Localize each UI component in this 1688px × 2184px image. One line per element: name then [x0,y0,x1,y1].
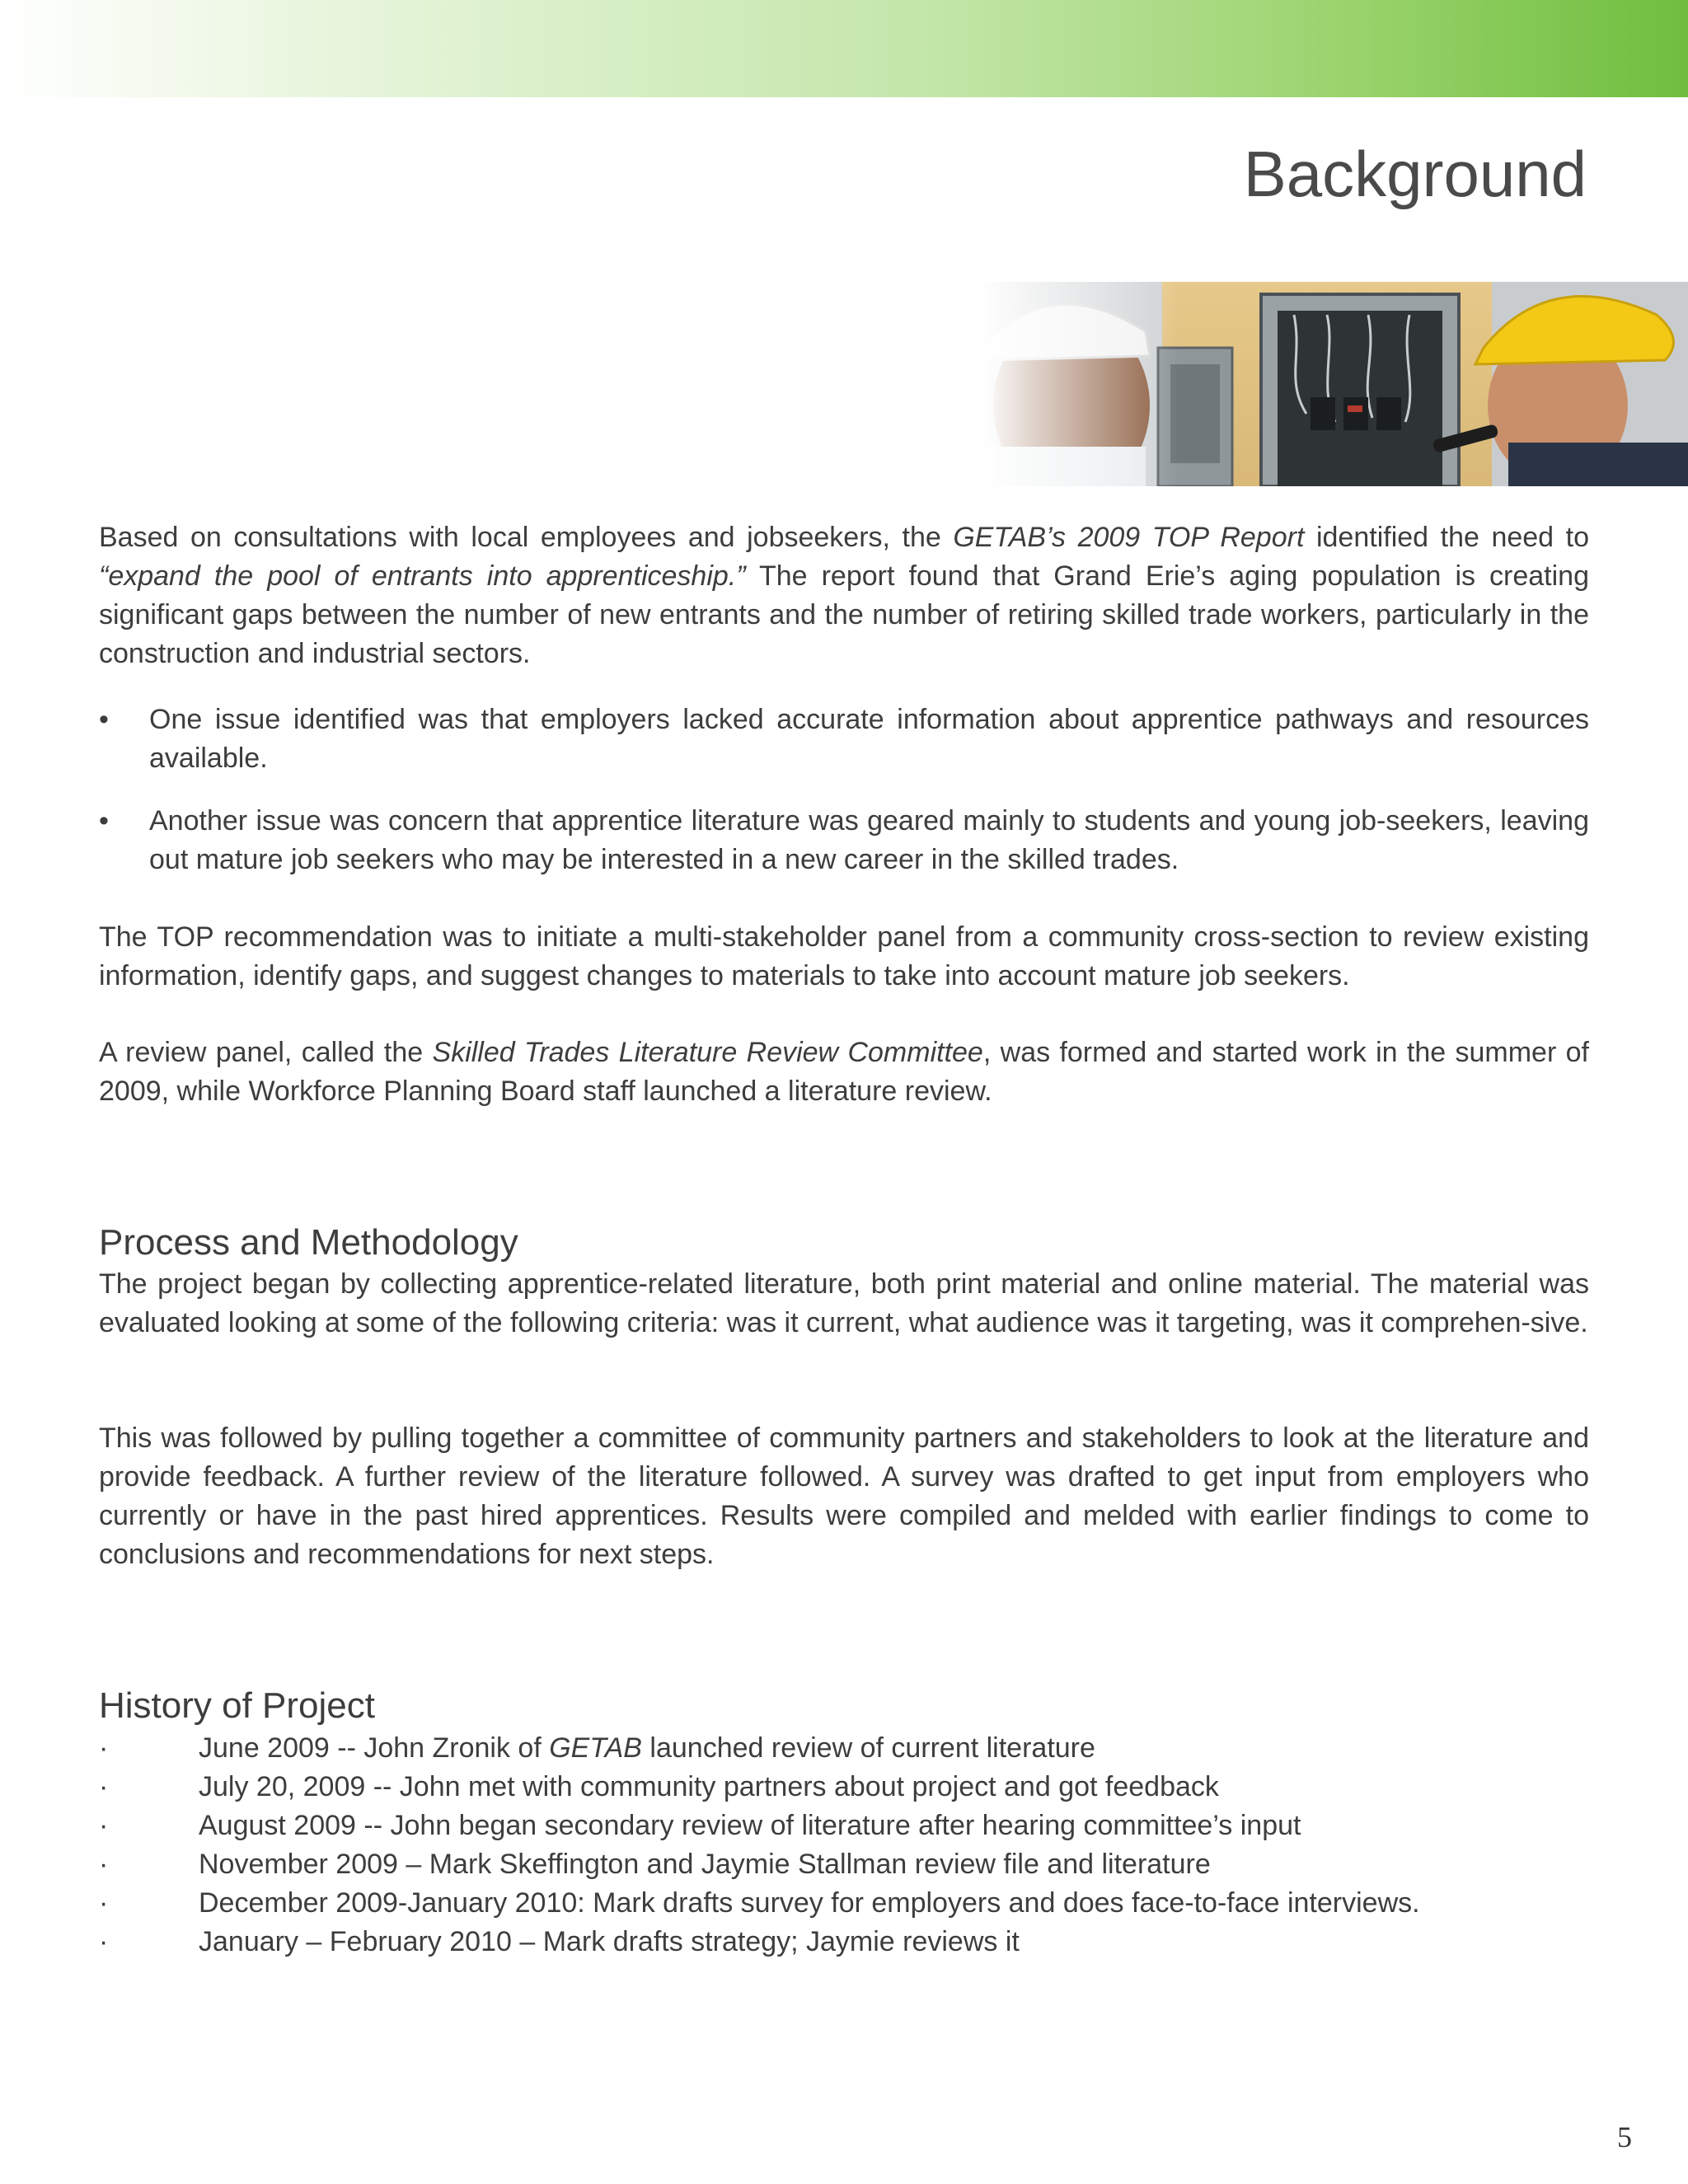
history-heading: History of Project [99,1685,375,1726]
page-title: Background [1243,138,1587,210]
bullet-text: Another issue was concern that apprentice literature was geared mainly to students and young job-seekers, leaving out mature job seekers who may be interested in a new career in the skilled trades. [149,805,1589,875]
list-item: • One issue identified was that employers lacked accurate information about apprentice pathways and resources available. [99,704,1589,774]
intro-text: The report found that Grand Erie’s aging population is creating significant gaps between the number of new entrants and the number of retiring skilled trade workers, particularly in the construction and industrial sectors. [99,560,1589,669]
issues-list [99,701,1589,879]
list-item: · November 2009 – Mark Skeffington and Jaymie Stallman review file and literature [99,1845,1500,1884]
process-text: This was followed by pulling together a committee of community partners and stakeholders to look at the literature and provide feedback. A further review of the literature followed. A survey was drafted to get input from employers who currently or have in the past hired apprentices. Results were compiled and melded with earlier findings to come to conclusions and recommendations for next steps. [99,1422,1589,1570]
process-paragraph-1 [99,1265,1589,1343]
organization-name: GETAB [549,1732,642,1764]
electricians-photo [981,282,1688,486]
committee-name: Skilled Trades Literature Review Committee [432,1037,983,1068]
bullet-text: One issue identified was that employers lacked accurate information about apprentice pathways and resources available. [149,704,1589,774]
header-gradient-band [0,0,1688,97]
list-item: · August 2009 -- John began secondary review of literature after hearing committee’s input [99,1807,1500,1845]
list-item: · January – February 2010 – Mark drafts strategy; Jaymie reviews it [99,1923,1500,1961]
report-title: GETAB’s 2009 TOP Report [953,522,1305,553]
recommendation-text: The TOP recommendation was to initiate a multi-stakeholder panel from a community cross-section to review existing information, identify gaps, and suggest changes to materials to take into account mature job seekers. [99,921,1589,991]
panel-text: A review panel, called the [99,1037,433,1068]
process-paragraph-2 [99,1419,1589,1574]
history-text: launched review of current literature [641,1732,1095,1764]
report-quote: “expand the pool of entrants into apprenticeship.” [99,560,746,592]
history-text: December 2009-January 2010: Mark drafts survey for employers and does face-to-face interviews. [199,1887,1420,1919]
panel-paragraph [99,1033,1589,1111]
history-text: July 20, 2009 -- John met with community partners about project and got feedback [199,1771,1219,1802]
list-item: · December 2009-January 2010: Mark drafts survey for employers and does face-to-face interviews. [99,1884,1500,1923]
intro-text: identified the need to [1304,522,1589,553]
history-list [99,1729,1500,1961]
history-text: June 2009 -- John Zronik of [199,1732,550,1764]
intro-text: Based on consultations with local employees and jobseekers, the [99,522,954,553]
history-text: August 2009 -- John began secondary review of literature after hearing committee’s input [199,1810,1301,1841]
panel-text: , was formed and started work in the summer of 2009, while Workforce Planning Board staff launched a literature review. [99,1037,1589,1107]
recommendation-paragraph [99,918,1589,996]
page-number: 5 [1617,2121,1632,2154]
list-item: · July 20, 2009 -- John met with community partners about project and got feedback [99,1768,1500,1807]
history-text: November 2009 – Mark Skeffington and Jaymie Stallman review file and literature [199,1849,1211,1880]
list-item: • Another issue was concern that apprentice literature was geared mainly to students and young job-seekers, leaving out mature job seekers who may be interested in a new career in the skilled trades. [99,805,1589,875]
process-text: The project began by collecting apprentice-related literature, both print material and online material. The material was evaluated looking at some of the following criteria: was it current, what audience was it targeting, was it comprehen-sive. [99,1268,1589,1338]
history-text: January – February 2010 – Mark drafts strategy; Jaymie reviews it [199,1926,1020,1957]
intro-paragraph [99,518,1589,673]
list-item: · June 2009 -- John Zronik of GETAB launched review of current literature [99,1732,1095,1764]
process-heading: Process and Methodology [99,1222,518,1263]
